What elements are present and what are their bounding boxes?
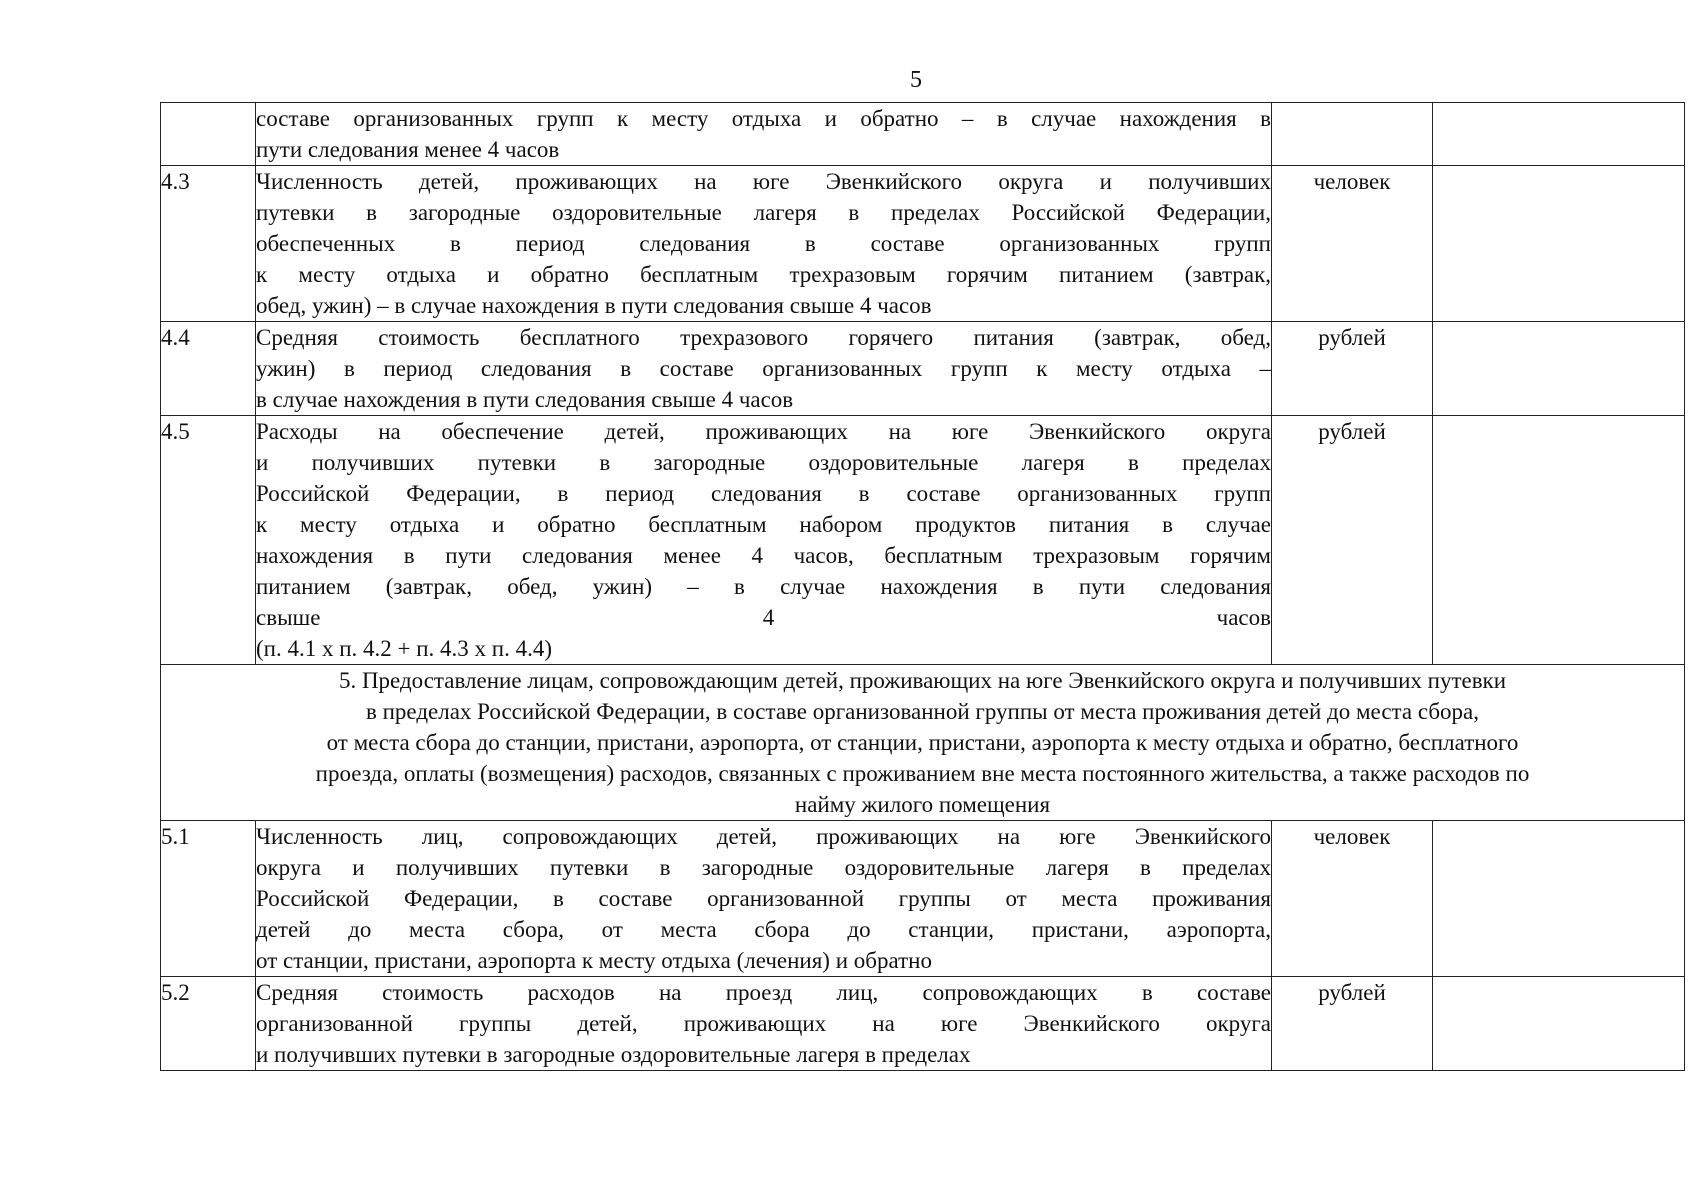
row-value <box>1433 322 1685 416</box>
row-value <box>1433 821 1685 977</box>
section-line: 5. Предоставление лицам, сопровождающим детей, проживающих на юге Эвенкийского округа и получивших путевки <box>338 668 1507 693</box>
description-line: в случае нахождения в пути следования свыше 4 часов <box>256 387 794 412</box>
row-description <box>256 821 1272 977</box>
description-line: свыше 4 часов <box>256 605 1271 630</box>
description-line: ужин) в период следования в составе организованных групп к месту отдыха – <box>256 356 1271 381</box>
row-number <box>161 103 256 166</box>
description-line: (п. 4.1 х п. 4.2 + п. 4.3 х п. 4.4) <box>256 636 553 661</box>
description-line: составе организованных групп к месту отдыха и обратно – в случае нахождения в <box>256 106 1271 131</box>
row-unit: человек <box>1272 821 1433 977</box>
row-value <box>1433 416 1685 665</box>
row-description <box>256 103 1272 166</box>
description-line: и получивших путевки в загородные оздоровительные лагеря в пределах <box>256 450 1271 475</box>
row-unit: рублей <box>1272 322 1433 416</box>
row-value <box>1433 166 1685 322</box>
description-line: округа и получивших путевки в загородные оздоровительные лагеря в пределах <box>256 855 1271 880</box>
description-line: пути следования менее 4 часов <box>256 137 560 162</box>
table-row <box>161 103 1685 166</box>
row-unit <box>1272 103 1433 166</box>
description-line: к месту отдыха и обратно бесплатным трехразовым горячим питанием (завтрак, <box>256 262 1271 287</box>
row-description <box>256 322 1272 416</box>
description-line: питанием (завтрак, обед, ужин) – в случае нахождения в пути следования <box>256 574 1271 599</box>
row-number: 5.1 <box>161 821 256 977</box>
description-line: организованной группы детей, проживающих на юге Эвенкийского округа <box>256 1011 1271 1036</box>
row-number: 5.2 <box>161 977 256 1071</box>
section-line: от места сбора до станции, пристани, аэропорта, от станции, пристани, аэропорта к месту отдыха и обратно, бесплатного <box>326 730 1519 755</box>
description-line: Численность лиц, сопровождающих детей, проживающих на юге Эвенкийского <box>256 824 1271 849</box>
description-line: обеспеченных в период следования в составе организованных групп <box>256 231 1271 256</box>
row-description <box>256 416 1272 665</box>
table-row <box>161 322 1685 416</box>
description-line: Расходы на обеспечение детей, проживающих на юге Эвенкийского округа <box>256 419 1271 444</box>
row-unit: человек <box>1272 166 1433 322</box>
section-line: в пределах Российской Федерации, в составе организованной группы от места проживания детей до места сбора, <box>366 699 1479 724</box>
row-unit: рублей <box>1272 977 1433 1071</box>
row-value <box>1433 103 1685 166</box>
description-line: нахождения в пути следования менее 4 часов, бесплатным трехразовым горячим <box>256 543 1271 568</box>
section-5-title <box>161 665 1685 821</box>
section-header-row <box>161 665 1685 821</box>
description-line: Средняя стоимость бесплатного трехразового горячего питания (завтрак, обед, <box>256 325 1271 350</box>
description-line: Российской Федерации, в составе организованной группы от места проживания <box>256 886 1271 911</box>
description-line: от станции, пристани, аэропорта к месту отдыха (лечения) и обратно <box>256 948 932 973</box>
table-row <box>161 166 1685 322</box>
row-description <box>256 166 1272 322</box>
row-number: 4.4 <box>161 322 256 416</box>
section-line: проезда, оплаты (возмещения) расходов, связанных с проживанием вне места постоянного жительства, а также расходов по <box>315 761 1530 786</box>
description-line: Средняя стоимость расходов на проезд лиц, сопровождающих в составе <box>256 980 1271 1005</box>
row-value <box>1433 977 1685 1071</box>
table-row <box>161 416 1685 665</box>
description-line: детей до места сбора, от места сбора до станции, пристани, аэропорта, <box>256 917 1271 942</box>
description-line: обед, ужин) – в случае нахождения в пути следования свыше 4 часов <box>256 293 932 318</box>
indicators-table <box>160 102 1685 1071</box>
row-unit: рублей <box>1272 416 1433 665</box>
table-row <box>161 977 1685 1071</box>
row-number: 4.3 <box>161 166 256 322</box>
row-description <box>256 977 1272 1071</box>
table-row <box>161 821 1685 977</box>
section-line: найму жилого помещения <box>794 792 1051 817</box>
description-line: Численность детей, проживающих на юге Эвенкийского округа и получивших <box>256 169 1271 194</box>
description-line: путевки в загородные оздоровительные лагеря в пределах Российской Федерации, <box>256 200 1271 225</box>
row-number: 4.5 <box>161 416 256 665</box>
description-line: к месту отдыха и обратно бесплатным набором продуктов питания в случае <box>256 512 1271 537</box>
description-line: Российской Федерации, в период следования в составе организованных групп <box>256 481 1271 506</box>
page-number: 5 <box>910 67 922 93</box>
description-line: и получивших путевки в загородные оздоровительные лагеря в пределах <box>256 1042 971 1067</box>
